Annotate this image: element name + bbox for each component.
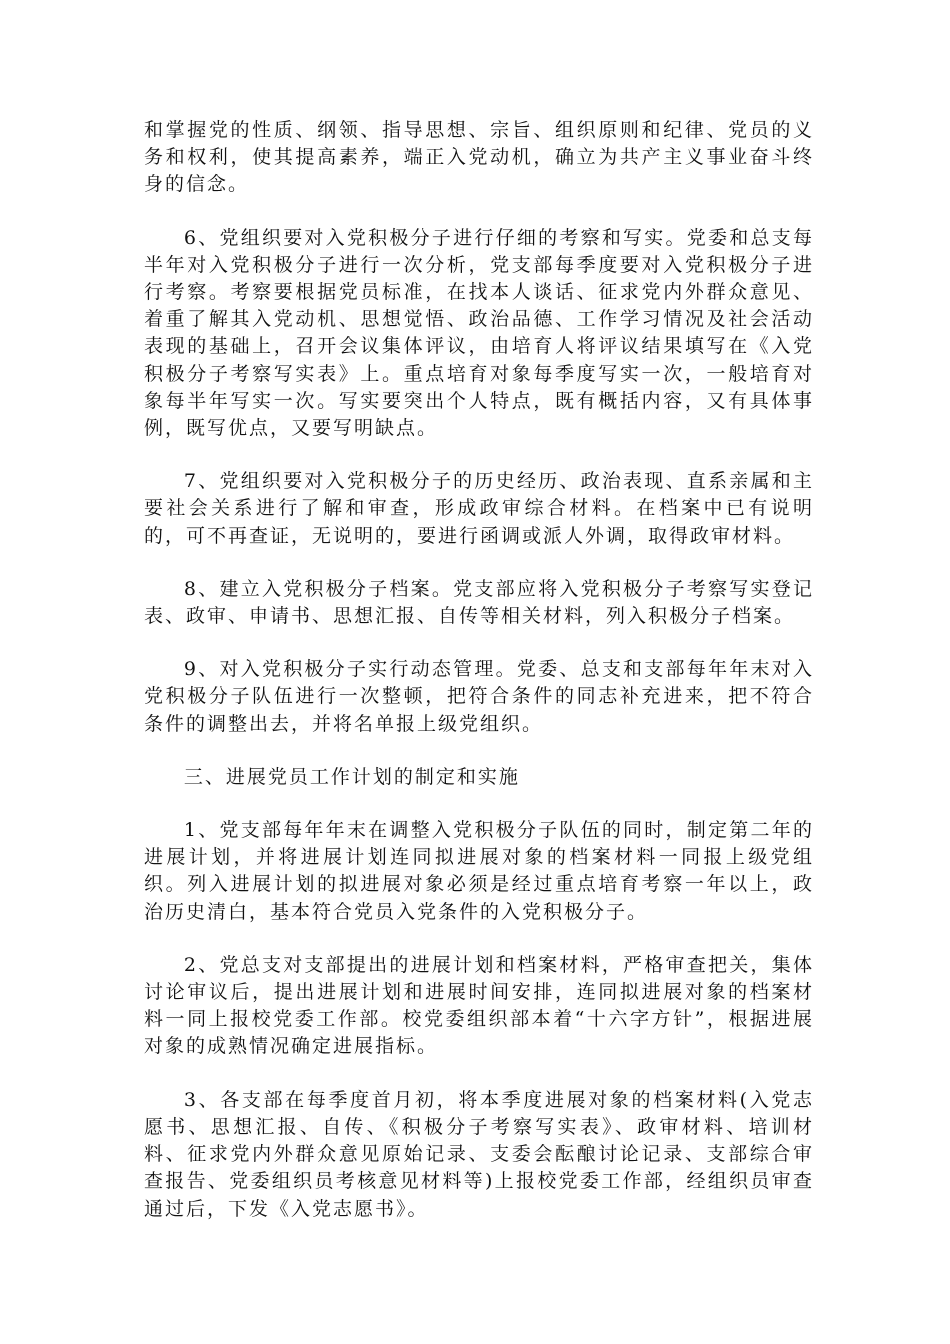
paragraph-item-6: 6、党组织要对入党积极分子进行仔细的考察和写实。党委和总支每半年对入党积极分子进行一次分析，党支部每季度要对入党积极分子进行考察。考察要根据党员标准，在找本人谈话、征求党内外群众意见、着重了解其入党动机、思想觉悟、政治品德、工作学习情况及社会活动表现的基础上，召开会议集体评议，由培育人将评议结果填写在《入党积极分子考察写实表》上。重点培育对象每季度写实一次，一般培育对象每半年写实一次。写实要突出个人特点，既有概括内容，又有具体事例，既写优点，又要写明缺点。: [144, 226, 814, 440]
paragraph-continuation: 和掌握党的性质、纲领、指导思想、宗旨、组织原则和纪律、党员的义务和权利，使其提高素养，端正入党动机，确立为共产主义事业奋斗终身的信念。: [144, 119, 814, 196]
paragraph-plan-2: 2、党总支对支部提出的进展计划和档案材料，严格审查把关，集体讨论审议后，提出进展计划和进展时间安排，连同拟进展对象的档案材料一同上报校党委工作部。校党委组织部本着“十六字方针”，根据进展对象的成熟情况确定进展指标。: [144, 953, 814, 1058]
paragraph-item-7: 7、党组织要对入党积极分子的历史经历、政治表现、直系亲属和主要社会关系进行了解和审查，形成政审综合材料。在档案中已有说明的，可不再查证，无说明的，要进行函调或派人外调，取得政审材料。: [144, 470, 814, 547]
paragraph-item-8: 8、建立入党积极分子档案。党支部应将入党积极分子考察写实登记表、政审、申请书、思想汇报、自传等相关材料，列入积极分子档案。: [144, 577, 814, 628]
section-heading: 三、进展党员工作计划的制定和实施: [183, 765, 520, 788]
paragraph-item-9: 9、对入党积极分子实行动态管理。党委、总支和支部每年年末对入党积极分子队伍进行一次整顿，把符合条件的同志补充进来，把不符合条件的调整出去，并将名单报上级党组织。: [144, 658, 814, 735]
paragraph-plan-1: 1、党支部每年年末在调整入党积极分子队伍的同时，制定第二年的进展计划，并将进展计划连同拟进展对象的档案材料一同报上级党组织。列入进展计划的拟进展对象必须是经过重点培育考察一年以上，政治历史清白，基本符合党员入党条件的入党积极分子。: [144, 819, 814, 923]
document-body: [144, 117, 814, 1249]
paragraph-plan-3: 3、各支部在每季度首月初，将本季度进展对象的档案材料(入党志愿书、思想汇报、自传、《积极分子考察写实表》、政审材料、培训材料、征求党内外群众意见原始记录、支委会酝酿讨论记录、支部综合审查报告、党委组织员考核意见材料等)上报校党委工作部，经组织员审查通过后，下发《入党志愿书》。: [144, 1088, 814, 1220]
